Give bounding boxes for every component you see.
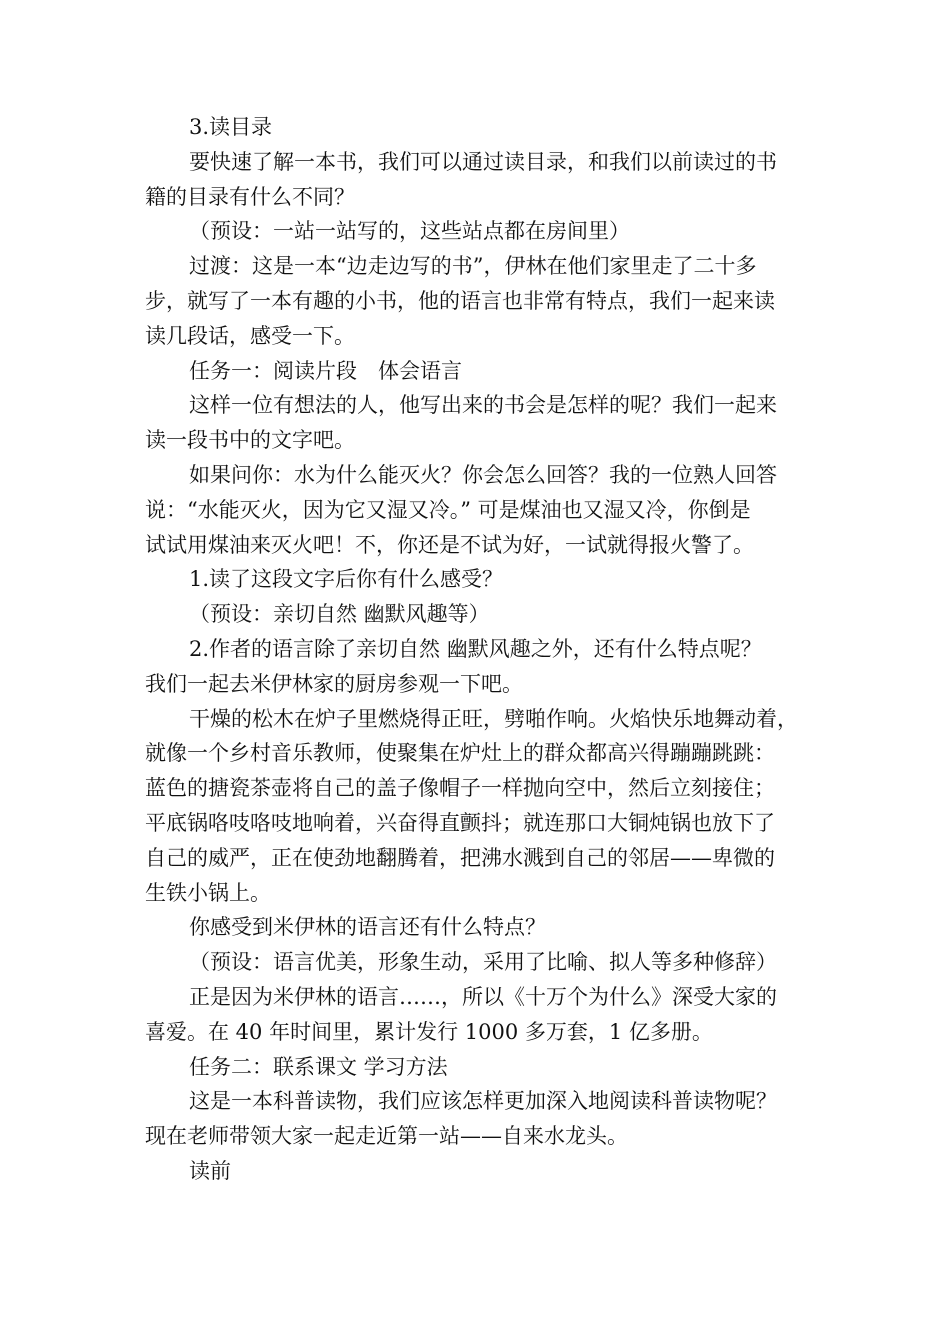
text-line: 任务一：阅读片段 体会语言: [189, 358, 462, 383]
text-line: 试试用煤油来灭火吧！不，你还是不试为好，一试就得报火警了。: [145, 532, 754, 557]
text-line: 1.读了这段文字后你有什么感受？: [189, 567, 504, 592]
text-line: 读一段书中的文字吧。: [145, 428, 355, 453]
text-line: 籍的目录有什么不同？: [145, 184, 355, 209]
text-line: 蓝色的搪瓷茶壶将自己的盖子像帽子一样抛向空中，然后立刻接住；: [145, 776, 775, 801]
text-line: 2.作者的语言除了亲切自然 幽默风趣之外，还有什么特点呢？: [189, 636, 762, 661]
text-line: 平底锅咯吱咯吱地响着，兴奋得直颤抖；就连那口大铜炖锅也放下了: [145, 810, 775, 835]
text-line: 我们一起去米伊林家的厨房参观一下吧。: [145, 671, 523, 696]
text-line: 过渡：这是一本“边走边写的书”，伊林在他们家里走了二十多: [189, 254, 757, 279]
text-line: 你感受到米伊林的语言还有什么特点？: [189, 915, 546, 940]
text-line: （预设：一站一站写的，这些站点都在房间里）: [189, 219, 630, 244]
text-line: 生铁小锅上。: [145, 880, 271, 905]
text-line: （预设：语言优美，形象生动，采用了比喻、拟人等多种修辞）: [189, 950, 777, 975]
text-line: 就像一个乡村音乐教师，使聚集在炉灶上的群众都高兴得蹦蹦跳跳：: [145, 741, 775, 766]
text-line: 自己的威严，正在使劲地翻腾着，把沸水溅到自己的邻居——卑微的: [145, 845, 775, 870]
text-line: （预设：亲切自然 幽默风趣等）: [189, 602, 490, 627]
text-line: 正是因为米伊林的语言……，所以《十万个为什么》深受大家的: [189, 984, 777, 1009]
text-line: 说：“水能灭火，因为它又湿又冷。” 可是煤油也又湿又冷，你倒是: [145, 497, 751, 522]
text-line: 要快速了解一本书，我们可以通过读目录，和我们以前读过的书: [189, 149, 777, 174]
text-line: 这样一位有想法的人，他写出来的书会是怎样的呢？我们一起来: [189, 393, 777, 418]
text-line: 喜爱。在 40 年时间里，累计发行 1000 多万套，1 亿多册。: [145, 1019, 713, 1044]
text-line: 读前: [189, 1158, 231, 1183]
text-line: 3.读目录: [189, 115, 273, 139]
text-line: 读几段话，感受一下。: [145, 323, 355, 348]
text-line: 干燥的松木在炉子里燃烧得正旺，劈啪作响。火焰快乐地舞动着，: [189, 706, 798, 731]
text-line: 如果问你：水为什么能灭火？你会怎么回答？我的一位熟人回答: [189, 462, 777, 487]
text-line: 现在老师带领大家一起走近第一站——自来水龙头。: [145, 1124, 628, 1149]
document-body: [145, 110, 810, 1189]
text-line: 任务二：联系课文 学习方法: [189, 1054, 448, 1079]
text-line: 步，就写了一本有趣的小书，他的语言也非常有特点，我们一起来读: [145, 288, 775, 313]
text-line: 这是一本科普读物，我们应该怎样更加深入地阅读科普读物呢？: [189, 1089, 777, 1114]
